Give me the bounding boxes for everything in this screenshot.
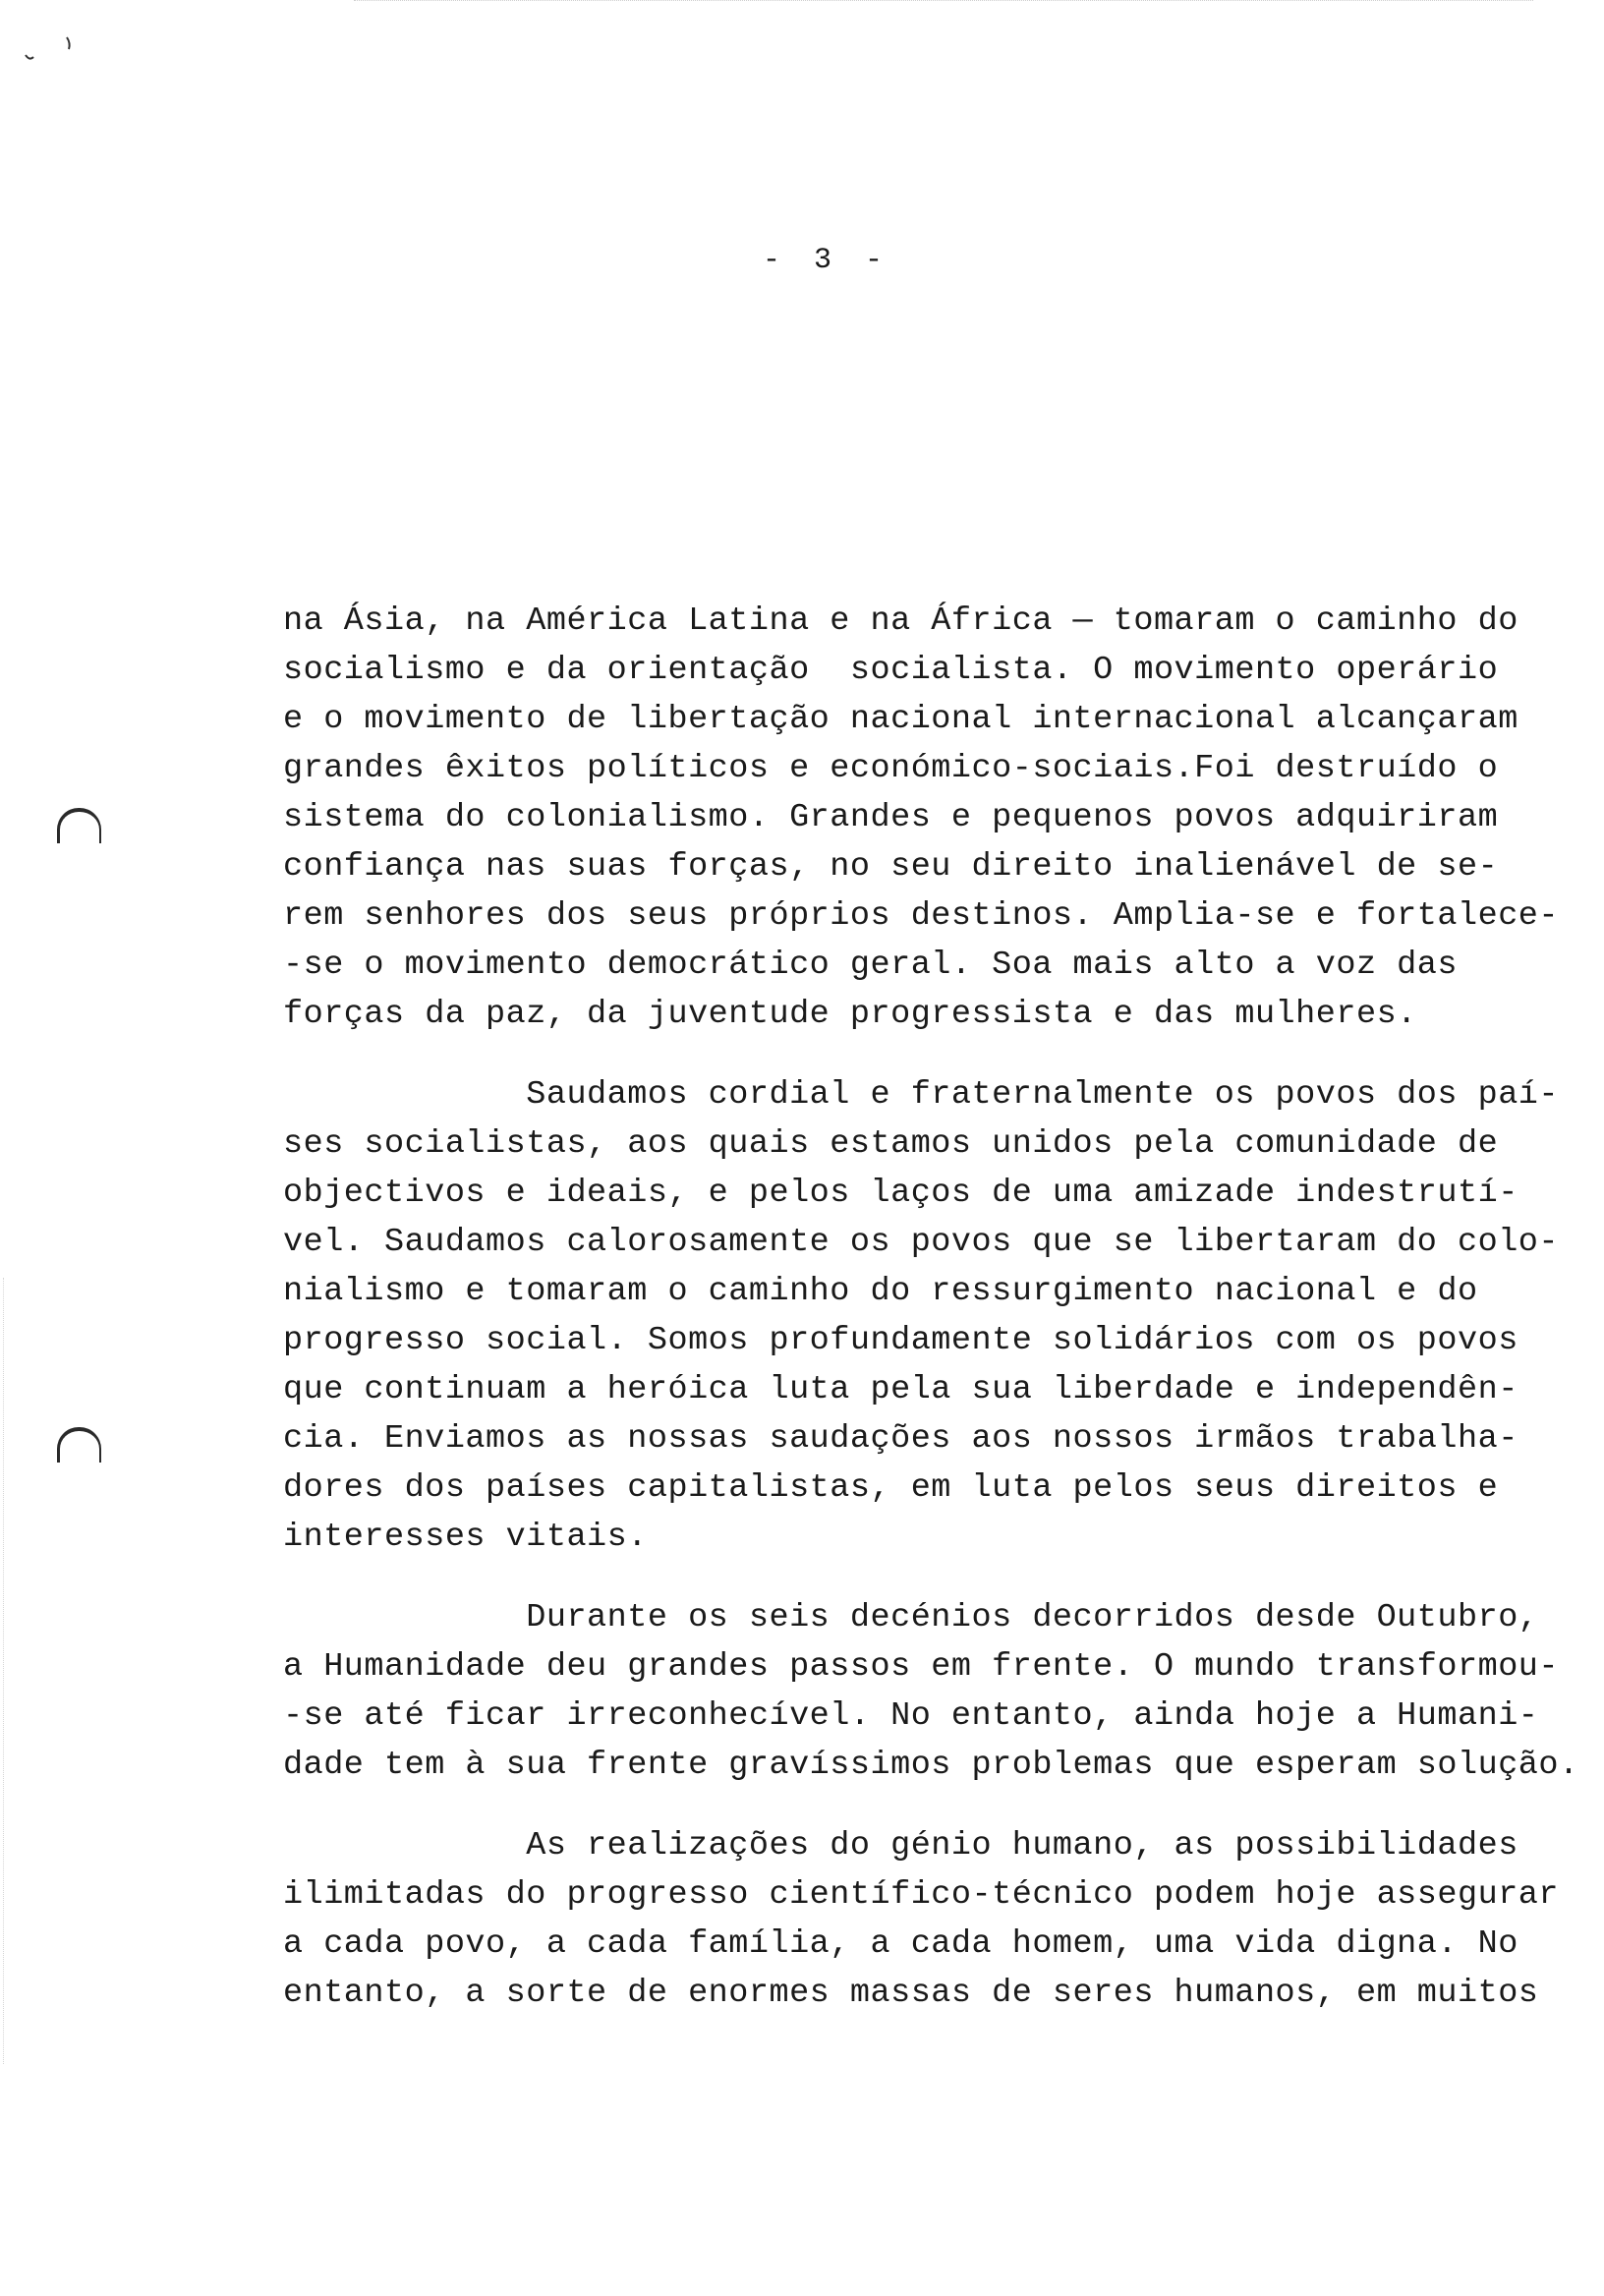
text-line: As realizações do génio humano, as possibilidades — [283, 1827, 1518, 1865]
corner-scratch-mark — [24, 33, 83, 63]
punch-hole-mark — [57, 1427, 101, 1463]
text-line: nialismo e tomaram o caminho do ressurgimento nacional e do — [283, 1273, 1478, 1310]
text-line: a Humanidade deu grandes passos em frente. O mundo transformou- — [283, 1648, 1560, 1686]
paragraph-1 — [283, 597, 1561, 1039]
text-line: -se até ficar irreconhecível. No entanto, ainda hoje a Humani- — [283, 1697, 1539, 1735]
text-line: ses socialistas, aos quais estamos unidos pela comunidade de — [283, 1125, 1499, 1163]
text-line: progresso social. Somos profundamente solidários com os povos — [283, 1322, 1518, 1359]
text-line: cia. Enviamos as nossas saudações aos nossos irmãos trabalha- — [283, 1420, 1518, 1458]
text-line: forças da paz, da juventude progressista e das mulheres. — [283, 996, 1417, 1033]
paragraph-2 — [283, 1070, 1561, 1562]
scan-edge-artifact — [354, 0, 1533, 9]
punch-hole-mark — [57, 808, 101, 843]
text-line: sistema do colonialismo. Grandes e pequenos povos adquiriram — [283, 799, 1499, 836]
page-number: - 3 - — [763, 244, 891, 277]
text-line: confiança nas suas forças, no seu direito inalienável de se- — [283, 848, 1499, 886]
text-line: na Ásia, na América Latina e na África — tomaram o caminho do — [283, 603, 1518, 640]
scan-left-edge-artifact — [3, 1278, 5, 2064]
text-line: grandes êxitos políticos e económico-sociais.Foi destruído o — [283, 750, 1499, 787]
text-line: Durante os seis decénios decorridos desde Outubro, — [283, 1599, 1539, 1636]
text-line: dores dos países capitalistas, em luta pelos seus direitos e — [283, 1469, 1499, 1507]
text-line: a cada povo, a cada família, a cada homem, uma vida digna. No — [283, 1925, 1518, 1963]
text-line: vel. Saudamos calorosamente os povos que se libertaram do colo- — [283, 1224, 1560, 1261]
text-line: entanto, a sorte de enormes massas de seres humanos, em muitos — [283, 1975, 1539, 2012]
paragraph-4 — [283, 1821, 1561, 2018]
text-line: e o movimento de libertação nacional internacional alcançaram — [283, 701, 1518, 738]
text-line: rem senhores dos seus próprios destinos. Amplia-se e fortalece- — [283, 897, 1560, 935]
text-line: dade tem à sua frente gravíssimos problemas que esperam solução. — [283, 1747, 1579, 1784]
text-line: Saudamos cordial e fraternalmente os povos dos paí- — [283, 1076, 1560, 1114]
text-line: -se o movimento democrático geral. Soa mais alto a voz das — [283, 947, 1458, 984]
text-line: socialismo e da orientação socialista. O movimento operário — [283, 652, 1499, 689]
body-text — [283, 597, 1579, 2049]
text-line: ilimitadas do progresso científico-técnico podem hoje assegurar — [283, 1876, 1560, 1914]
text-line: interesses vitais. — [283, 1519, 648, 1556]
text-line: objectivos e ideais, e pelos laços de uma amizade indestrutí- — [283, 1175, 1518, 1212]
text-line: que continuam a heróica luta pela sua liberdade e independên- — [283, 1371, 1518, 1408]
paragraph-3 — [283, 1593, 1579, 1790]
